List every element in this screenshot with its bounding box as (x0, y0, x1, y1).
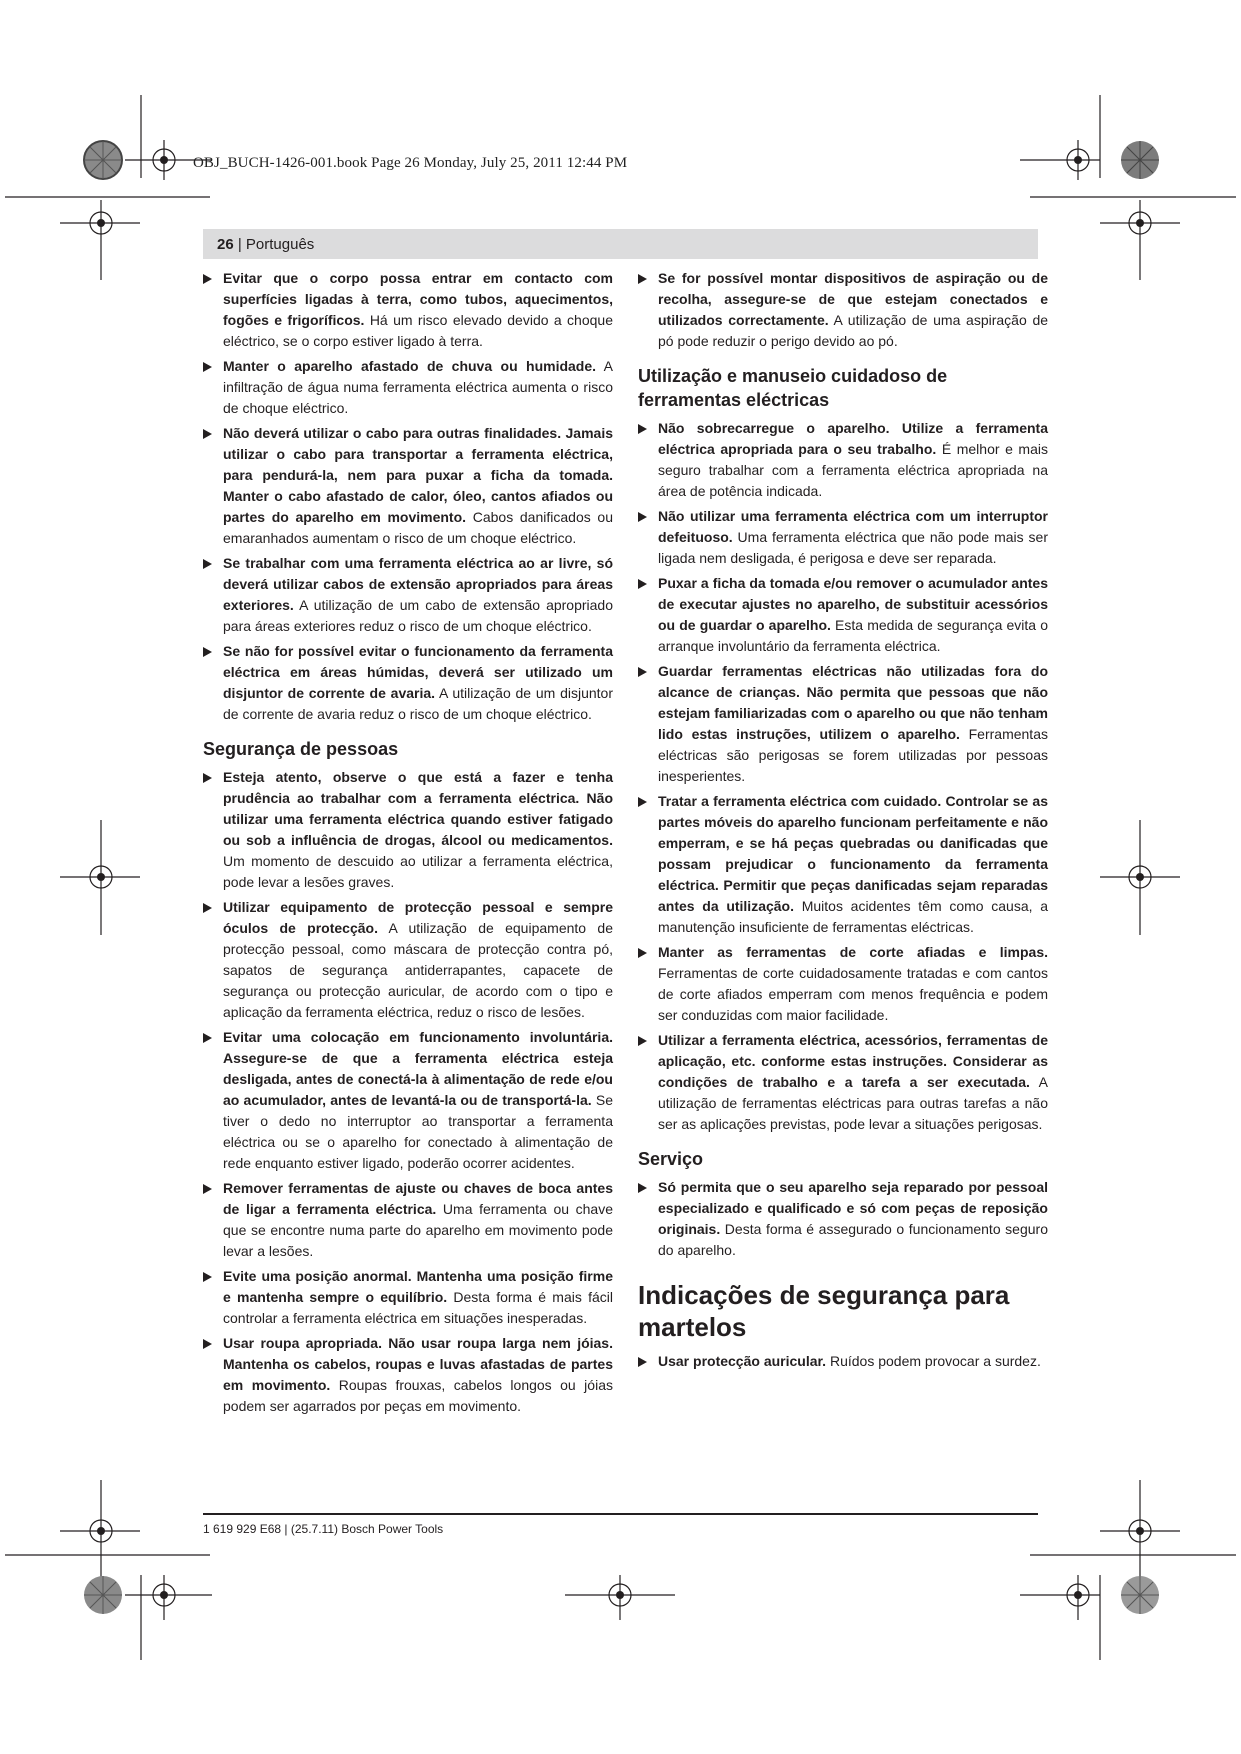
item-body-text: Uma ferramenta ou chave que se encontre numa parte do aparelho em movimento pode levar a lesões. (223, 1201, 614, 1259)
bullet-triangle-icon (203, 1272, 212, 1282)
item-bold-text: Utilizar a ferramenta eléctrica, acessórios, ferramentas de aplicação, etc. conforme estas instruções. Considerar as condições de trabalho e a tarefa a ser executada. (658, 1032, 1048, 1090)
list-item (638, 573, 1048, 657)
item-bold-text: Só permita que o seu aparelho seja reparado por pessoal especializado e qualificado e só com peças de reposição originais. (658, 1179, 1048, 1237)
section-heading: Indicações de segurança para martelos (638, 1280, 1010, 1342)
bullet-triangle-icon (638, 797, 647, 807)
list-item (638, 942, 1048, 1026)
item-body-text: É melhor e mais seguro trabalhar com a ferramenta eléctrica apropriada na área de potência indicada. (658, 441, 1048, 499)
list-item (203, 897, 613, 1023)
list-item (638, 791, 1048, 938)
list-item (203, 1333, 613, 1417)
item-body-text: Um momento de descuido ao utilizar a ferramenta eléctrica, pode levar a lesões graves. (223, 853, 613, 890)
item-body-text: Esta medida de segurança evita o arranque involuntário da ferramenta eléctrica. (658, 617, 1048, 654)
item-bold-text: Guardar ferramentas eléctricas não utilizadas fora do alcance de crianças. Não permita que pessoas que não estejam familiarizadas com o aparelho ou que não tenham lido estas instruções, utilizem o aparelho. (658, 663, 1048, 742)
item-body-text: Ruídos podem provocar a surdez. (826, 1353, 1041, 1369)
list-item (638, 268, 1048, 352)
bullet-triangle-icon (638, 274, 647, 284)
item-body-text: Muitos acidentes têm como causa, a manutenção insuficiente de ferramentas eléctricas. (658, 898, 1049, 935)
list-item (203, 1178, 613, 1262)
list-item (638, 661, 1048, 787)
list-item (638, 1177, 1048, 1261)
item-body-text: Ferramentas eléctricas são perigosas se forem utilizadas por pessoas inesperientes. (658, 726, 1048, 784)
list-item (638, 418, 1048, 502)
item-bold-text: Não utilizar uma ferramenta eléctrica com um interruptor defeituoso. (658, 508, 1048, 545)
item-bold-text: Não sobrecarregue o aparelho. Utilize a ferramenta eléctrica apropriada para o seu trabalho. (658, 420, 1048, 457)
bullet-triangle-icon (638, 1183, 647, 1193)
section-heading: Serviço (638, 1149, 704, 1169)
footer-rule (203, 1513, 1038, 1515)
bullet-triangle-icon (203, 429, 212, 439)
list-item (203, 356, 613, 419)
page-header-separator: | (233, 236, 246, 253)
list-item (203, 1027, 613, 1174)
item-body-text: Se tiver o dedo no interruptor ao transportar a ferramenta eléctrica ou se o aparelho for conectado à alimentação de rede enquanto estiver ligado, poderão ocorrer acidentes. (223, 1092, 614, 1171)
item-body-text: A utilização de ferramentas eléctricas para outras tarefas a não ser as aplicações previstas, pode levar a situações perigosas. (658, 1074, 1048, 1132)
bullet-triangle-icon (203, 274, 212, 284)
list-item (203, 268, 613, 352)
item-bold-text: Evitar uma colocação em funcionamento involuntária. Assegure-se de que a ferramenta eléctrica esteja desligada, antes de conectá-la à alimentação de rede e/ou ao acumulador, antes de levantá-la ou de transportá-la. (223, 1029, 613, 1108)
bullet-triangle-icon (203, 903, 212, 913)
item-body-text: Roupas frouxas, cabelos longos ou jóias podem ser agarrados por peças em movimento. (223, 1377, 613, 1414)
bullet-triangle-icon (638, 1357, 647, 1367)
page-header (203, 229, 1038, 259)
item-bold-text: Não deverá utilizar o cabo para outras finalidades. Jamais utilizar o cabo para transportar a ferramenta eléctrica, para pendurá-la, nem para puxar a ficha da tomada. Manter o cabo afastado de calor, óleo, cantos afiados ou partes do aparelho em movimento. (223, 425, 613, 525)
page-language: Português (245, 236, 315, 253)
bullet-triangle-icon (638, 667, 647, 677)
item-bold-text: Se trabalhar com uma ferramenta eléctrica ao ar livre, só deverá utilizar cabos de extensão apropriados para áreas exteriores. (223, 555, 613, 613)
item-body-text: A infiltração de água numa ferramenta eléctrica aumenta o risco de choque eléctrico. (223, 358, 613, 416)
bullet-triangle-icon (203, 1033, 212, 1043)
section-heading: Utilização e manuseio cuidadoso de ferramentas eléctricas (638, 366, 948, 410)
item-body-text: Há um risco elevado devido a choque eléctrico, se o corpo estiver ligado à terra. (223, 312, 613, 349)
item-body-text: Cabos danificados ou emaranhados aumentam o risco de um choque eléctrico. (223, 509, 613, 546)
bullet-triangle-icon (203, 362, 212, 372)
item-body-text: A utilização de um cabo de extensão apropriado para áreas exteriores reduz o risco de um choque eléctrico. (223, 597, 613, 634)
page-number: 26 (217, 236, 234, 253)
book-header: OBJ_BUCH-1426-001.book Page 26 Monday, July 25, 2011 12:44 PM (193, 155, 628, 171)
footer: 1 619 929 E68 | (25.7.11) Bosch Power Tools (203, 1522, 444, 1536)
bullet-triangle-icon (638, 579, 647, 589)
item-bold-text: Usar roupa apropriada. Não usar roupa larga nem jóias. Mantenha os cabelos, roupas e luvas afastadas de partes em movimento. (223, 1335, 613, 1393)
list-item (203, 641, 613, 725)
list-item (203, 553, 613, 637)
item-bold-text: Usar protecção auricular. (658, 1353, 827, 1369)
bullet-triangle-icon (203, 1184, 212, 1194)
left-column (203, 268, 613, 1421)
item-bold-text: Tratar a ferramenta eléctrica com cuidado. Controlar se as partes móveis do aparelho funcionam perfeitamente e não emperram, e se há peças quebradas ou danificadas que possam prejudicar o funcionamento da ferramenta eléctrica. Permitir que peças danificadas sejam reparadas antes da utilização. (658, 793, 1048, 914)
list-item (203, 1266, 613, 1329)
item-body-text: A utilização de uma aspiração de pó pode reduzir o perigo devido ao pó. (658, 312, 1049, 349)
list-item (638, 506, 1048, 569)
bullet-triangle-icon (203, 1339, 212, 1349)
item-bold-text: Remover ferramentas de ajuste ou chaves de boca antes de ligar a ferramenta eléctrica. (223, 1180, 613, 1217)
item-bold-text: Esteja atento, observe o que está a fazer e tenha prudência ao trabalhar com a ferramenta eléctrica. Não utilizar uma ferramenta eléctrica quando estiver fatigado ou sob a influência de drogas, álcool ou medicamentos. (223, 769, 613, 848)
item-body-text: Desta forma é mais fácil controlar a ferramenta eléctrica em situações inesperadas. (223, 1289, 613, 1326)
item-bold-text: Manter as ferramentas de corte afiadas e limpas. (658, 944, 1048, 960)
list-item (638, 1030, 1048, 1135)
bullet-triangle-icon (638, 512, 647, 522)
bullet-triangle-icon (203, 647, 212, 657)
item-body-text: A utilização de equipamento de protecção pessoal, como máscara de protecção contra pó, sapatos de segurança antiderrapantes, capacete de segurança ou protecção auricular, de acordo com o tipo e aplicação da ferramenta eléctrica, reduz o risco de lesões. (223, 920, 613, 1020)
bullet-triangle-icon (638, 948, 647, 958)
page-header-text (217, 236, 314, 253)
item-bold-text: Utilizar equipamento de protecção pessoal e sempre óculos de protecção. (223, 899, 613, 936)
bullet-triangle-icon (203, 559, 212, 569)
list-item (638, 1351, 1048, 1372)
item-body-text: Desta forma é assegurado o funcionamento seguro do aparelho. (658, 1221, 1048, 1258)
item-body-text: A utilização de um disjuntor de corrente de avaria reduz o risco de um choque eléctrico. (223, 685, 614, 722)
item-bold-text: Evite uma posição anormal. Mantenha uma posição firme e mantenha sempre o equilíbrio. (223, 1268, 613, 1305)
bullet-triangle-icon (203, 773, 212, 783)
item-body-text: Uma ferramenta eléctrica que não pode mais ser ligada nem desligada, é perigosa e deve ser reparada. (658, 529, 1048, 566)
item-bold-text: Manter o aparelho afastado de chuva ou humidade. (223, 358, 597, 374)
bullet-triangle-icon (638, 1036, 647, 1046)
bullet-triangle-icon (638, 424, 647, 434)
item-bold-text: Se não for possível evitar o funcionamento da ferramenta eléctrica em áreas húmidas, deverá ser utilizado um disjuntor de corrente de avaria. (223, 643, 613, 701)
item-bold-text: Evitar que o corpo possa entrar em contacto com superfícies ligadas à terra, como tubos, aquecimentos, fogões e frigoríficos. (223, 270, 613, 328)
section-heading: Segurança de pessoas (203, 739, 399, 759)
item-bold-text: Puxar a ficha da tomada e/ou remover o acumulador antes de executar ajustes no aparelho, de substituir acessórios ou de guardar o aparelho. (658, 575, 1048, 633)
list-item (203, 767, 613, 893)
right-column (638, 268, 1048, 1376)
item-body-text: Ferramentas de corte cuidadosamente tratadas e com cantos de corte afiados emperram com menos frequência e podem ser conduzidas com maior facilidade. (658, 965, 1048, 1023)
item-bold-text: Se for possível montar dispositivos de aspiração ou de recolha, assegure-se de que estejam conectados e utilizados correctamente. (658, 270, 1048, 328)
list-item (203, 423, 613, 549)
